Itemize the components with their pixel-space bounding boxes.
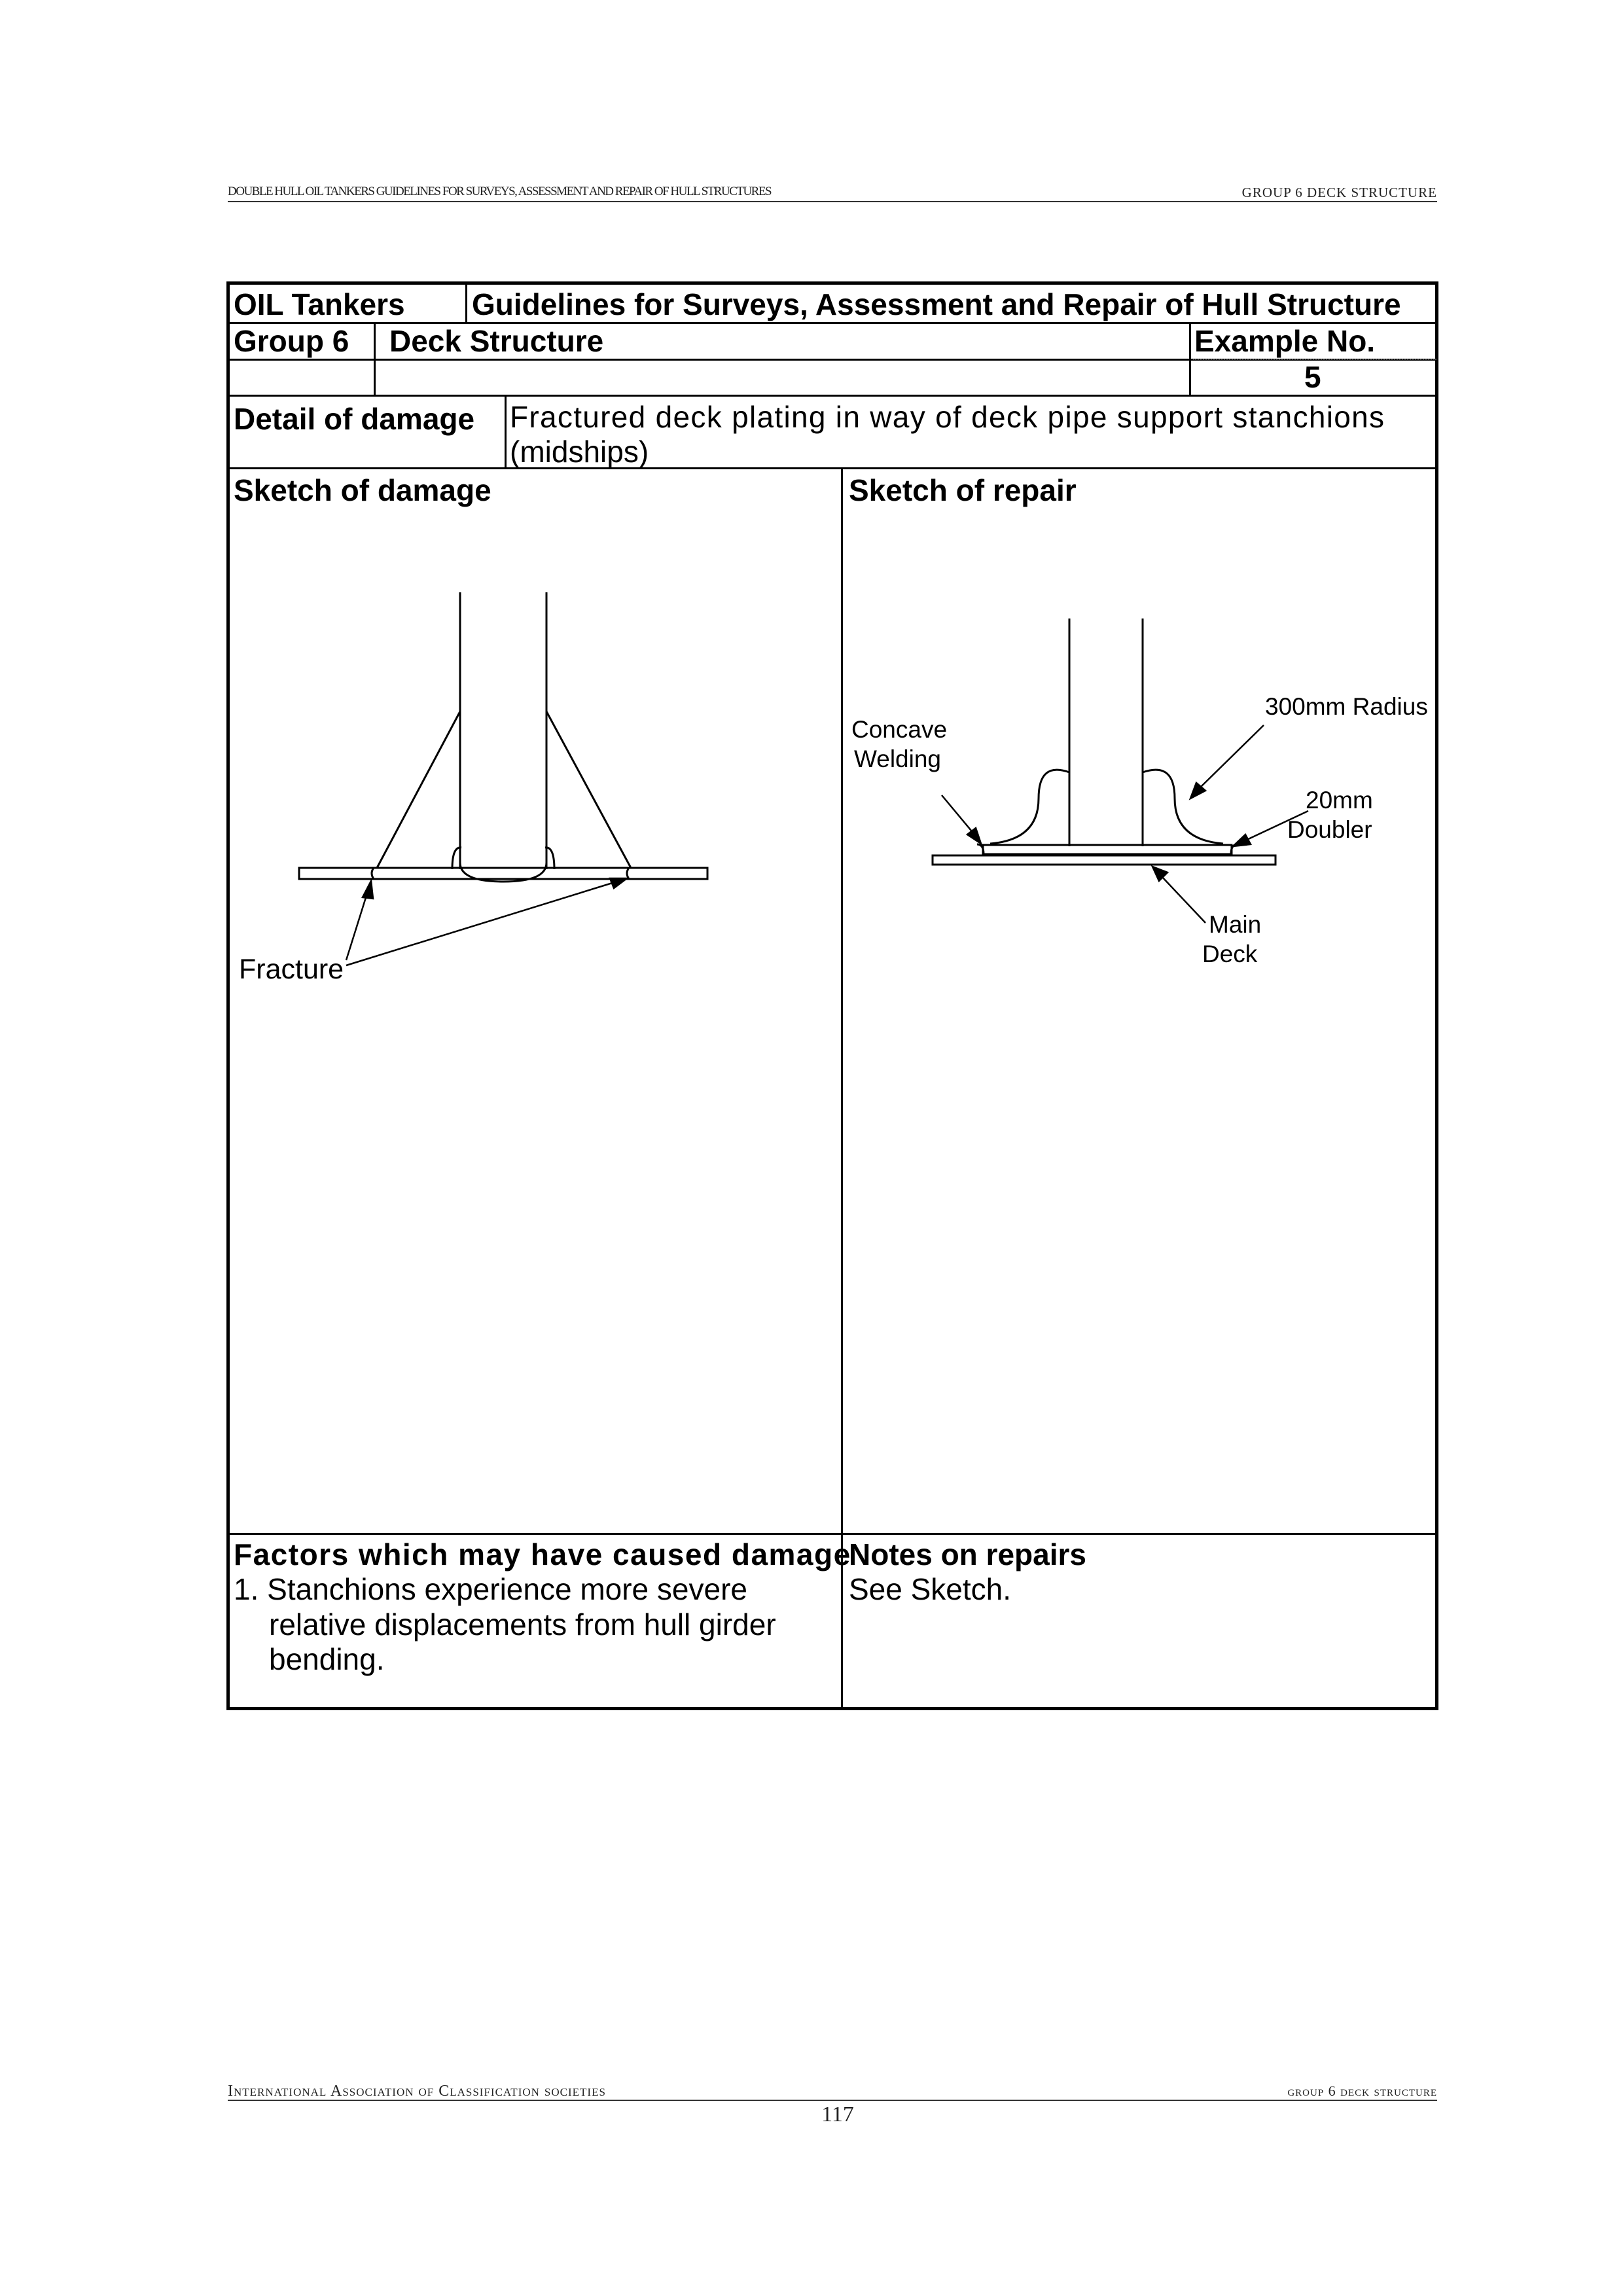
repair-arrow-deck [1152, 867, 1168, 881]
footer-organization: International Association of Classification societies [228, 2083, 606, 2100]
repair-bracket-right [1143, 770, 1223, 844]
damage-fracture-right [627, 868, 629, 879]
grid-line-sketch-bottom [230, 1533, 1435, 1535]
sketch-repair-label: Sketch of repair [849, 473, 1077, 507]
grid-line-col-example [1189, 322, 1191, 395]
vessel-type: OIL Tankers [234, 287, 405, 321]
group-label: Group 6 [234, 324, 349, 358]
radius-annotation: 300mm Radius [1265, 693, 1428, 720]
repair-bracket-left [990, 770, 1069, 844]
concave-annotation-2: Welding [854, 745, 942, 772]
damage-deck-plate [299, 868, 707, 879]
notes-label: Notes on repairs [849, 1537, 1086, 1571]
grid-line-col-title [465, 285, 467, 322]
repair-doubler-plate [983, 845, 1232, 854]
notes-text: See Sketch. [849, 1572, 1012, 1606]
factors-line2: relative displacements from hull girder [269, 1607, 776, 1641]
damage-repair-form [226, 281, 1438, 1710]
grid-line-row3 [230, 395, 1435, 397]
area-label: Deck Structure [389, 324, 604, 358]
factors-line3: bending. [269, 1642, 385, 1676]
page-number: 117 [821, 2102, 854, 2126]
grid-line-col-area [374, 322, 376, 395]
footer-rule [228, 2100, 1437, 2101]
damage-sketch [230, 468, 840, 1532]
form-title: Guidelines for Surveys, Assessment and Repair of Hull Structure [472, 287, 1401, 321]
doubler-annotation-1: 20mm [1306, 787, 1373, 814]
detail-text-line1: Fractured deck plating in way of deck pipe support stanchions [510, 400, 1385, 434]
deck-annotation-1: Main [1209, 911, 1262, 938]
factors-line1: 1. Stanchions experience more severe [234, 1572, 747, 1606]
repair-arrow-concave [967, 828, 981, 844]
example-number: 5 [1304, 360, 1321, 394]
footer-section: group 6 deck structure [1287, 2083, 1437, 2099]
detail-label: Detail of damage [234, 402, 475, 436]
damage-brace-left [377, 711, 460, 868]
damage-arrow-right [610, 878, 627, 888]
detail-text-line2: (midships) [510, 435, 649, 469]
grid-line-col-detail [505, 395, 507, 467]
fracture-annotation: Fracture [239, 954, 344, 985]
damage-arrow-left [363, 881, 373, 899]
repair-sketch [842, 468, 1434, 1532]
repair-main-deck [933, 855, 1275, 865]
header-rule [228, 201, 1437, 202]
example-label: Example No. [1194, 324, 1376, 358]
damage-fracture-left [372, 868, 374, 879]
running-header-section: GROUP 6 DECK STRUCTURE [1241, 185, 1437, 200]
deck-annotation-2: Deck [1202, 941, 1258, 967]
concave-annotation-1: Concave [851, 716, 948, 743]
factors-label: Factors which may have caused damage [234, 1537, 851, 1571]
doubler-annotation-2: Doubler [1287, 816, 1372, 843]
repair-arrow-doubler [1233, 834, 1251, 846]
running-header-title: DOUBLE HULL OIL TANKERS GUIDELINES FOR SURVEYS, ASSESSMENT AND REPAIR OF HULL STRUCTURES [228, 185, 772, 198]
sketch-damage-label: Sketch of damage [234, 473, 491, 507]
damage-brace-right [546, 711, 631, 868]
